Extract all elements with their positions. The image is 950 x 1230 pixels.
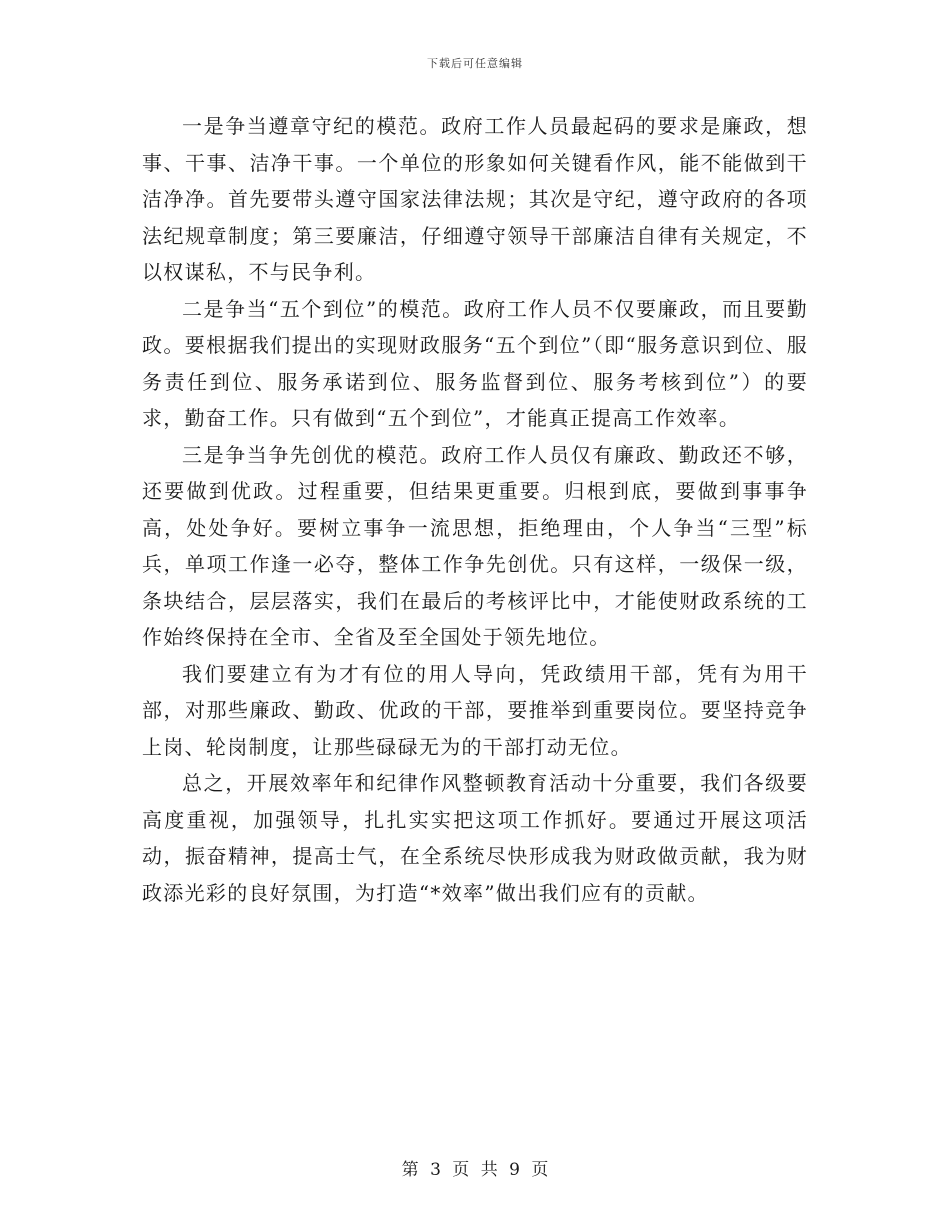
page-number: 第 3 页 共 9 页 — [401, 1160, 549, 1180]
paragraph-4: 我们要建立有为才有位的用人导向，凭政绩用干部，凭有为用干部，对那些廉政、勤政、优政的干部，要推举到重要岗位。要坚持竞争上岗、轮岗制度，让那些碌碌无为的干部打动无位。 — [142, 661, 808, 759]
paragraph-5: 总之，开展效率年和纪律作风整顿教育活动十分重要，我们各级要高度重视，加强领导，扎扎实实把这项工作抓好。要通过开展这项活动，振奋精神，提高士气，在全系统尽快形成我为财政做贡献，我为财政添光彩的良好氛围，为打造“*效率”做出我们应有的贡献。 — [142, 771, 808, 905]
document-body — [142, 108, 808, 911]
page-header: 下载后可任意编辑 — [427, 57, 523, 70]
paragraph-2: 二是争当“五个到位”的模范。政府工作人员不仅要廉政，而且要勤政。要根据我们提出的实现财政服务“五个到位”（即“服务意识到位、服务责任到位、服务承诺到位、服务监督到位、服务考核到位”）的要求，勤奋工作。只有做到“五个到位”，才能真正提高工作效率。 — [142, 296, 808, 430]
paragraph-3: 三是争当争先创优的模范。政府工作人员仅有廉政、勤政还不够，还要做到优政。过程重要，但结果更重要。归根到底，要做到事事争高，处处争好。要树立事争一流思想，拒绝理由，个人争当“三型”标兵，单项工作逢一必夺，整体工作争先创优。只有这样，一级保一级，条块结合，层层落实，我们在最后的考核评比中，才能使财政系统的工作始终保持在全市、全省及至全国处于领先地位。 — [142, 442, 808, 649]
paragraph-1: 一是争当遵章守纪的模范。政府工作人员最起码的要求是廉政，想事、干事、洁净干事。一个单位的形象如何关键看作风，能不能做到干洁净净。首先要带头遵守国家法律法规；其次是守纪，遵守政府的各项法纪规章制度；第三要廉洁，仔细遵守领导干部廉洁自律有关规定，不以权谋私，不与民争利。 — [142, 114, 808, 284]
